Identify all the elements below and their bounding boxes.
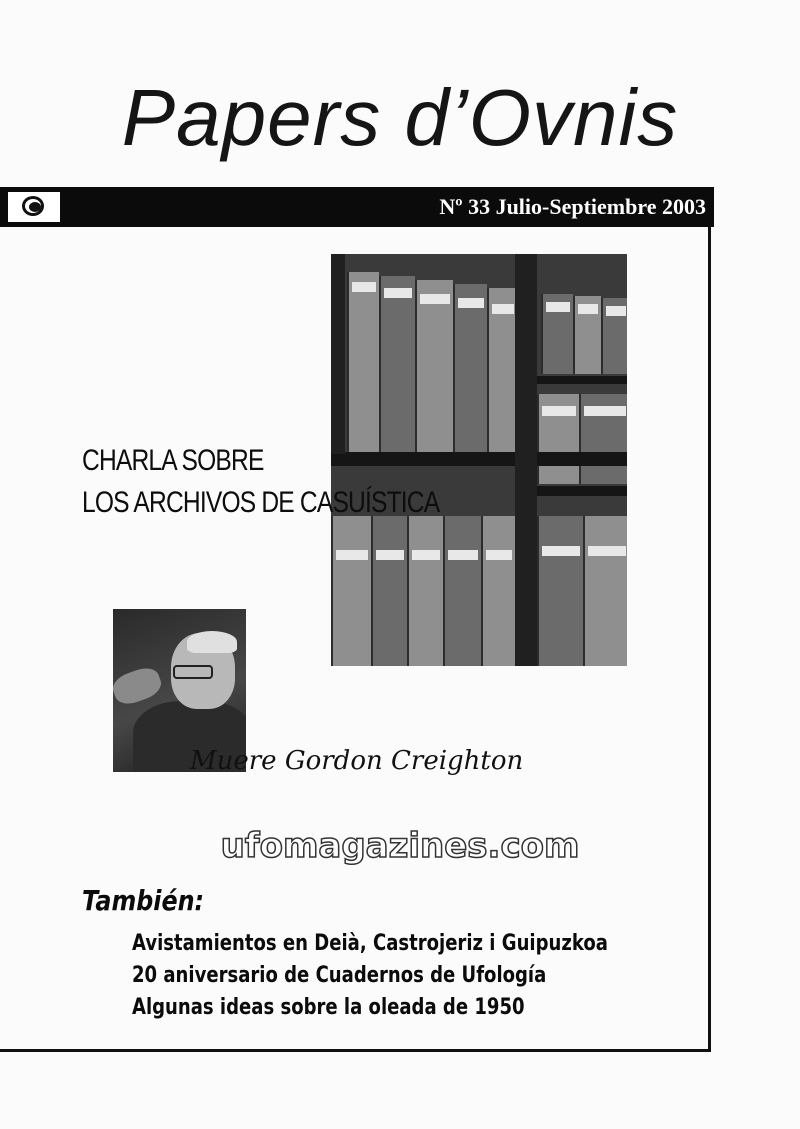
eye-logo-icon: [8, 192, 60, 222]
also-list: [132, 928, 712, 1024]
portrait-caption: Muere Gordon Creighton: [190, 746, 524, 776]
issue-bar: [0, 187, 714, 227]
list-item: Algunas ideas sobre la oleada de 1950: [132, 995, 525, 1020]
magazine-title: Papers d’Ovnis: [121, 73, 679, 162]
list-item: 20 aniversario de Cuadernos de Ufología: [132, 963, 547, 988]
issue-number: Nº 33 Julio-Septiembre 2003: [439, 194, 706, 219]
watermark: ufomagazines.com: [220, 826, 580, 866]
headline-line-1: CHARLA SOBRE: [82, 444, 264, 477]
also-heading: También:: [82, 884, 205, 917]
headline-line-2: LOS ARCHIVOS DE CASUÍSTICA: [82, 486, 440, 519]
main-headline: [82, 440, 439, 524]
list-item: Avistamientos en Deià, Castrojeriz i Guipuzkoa: [132, 931, 608, 956]
